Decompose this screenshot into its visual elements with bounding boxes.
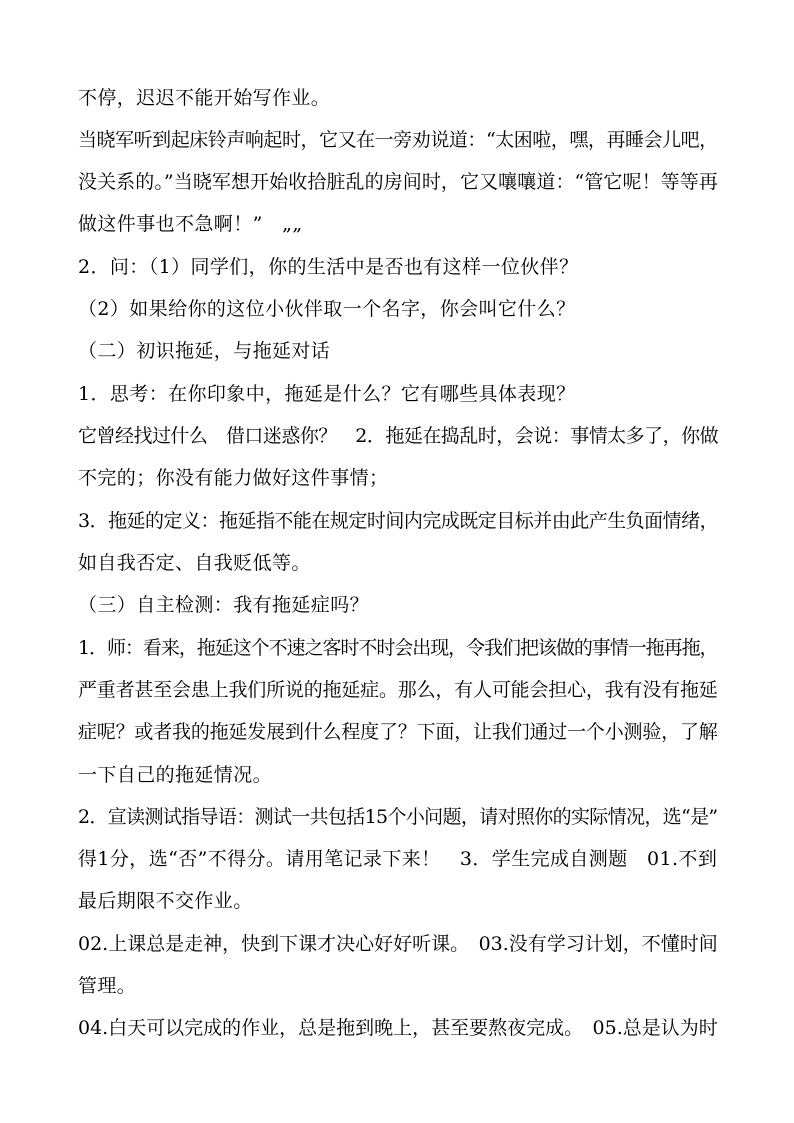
text-line: 最后期限不交作业。 [78, 890, 253, 912]
text-line: 当晓军听到起床铃声响起时，它又在一旁劝说道：“太困啦，嘿，再睡会儿吧， [78, 129, 718, 151]
text-line: 做这件事也不急啊！” „„ [78, 213, 303, 235]
text-line: 不完的；你没有能力做好这件事情； [78, 467, 389, 489]
section-heading: （二）初识拖延，与拖延对话 [78, 340, 331, 362]
text-line: 它曾经找过什么 借口迷惑你？ 2．拖延在捣乱时，会说：事情太多了，你做 [78, 425, 719, 447]
text-line: 2．问：（1）同学们，你的生活中是否也有这样一位伙伴？ [78, 256, 579, 278]
text-line: 症呢？或者我的拖延发展到什么程度了？下面，让我们通过一个小测验，了解 [78, 721, 718, 743]
text-line: 04.白天可以完成的作业，总是拖到晚上，甚至要熬夜完成。 05.总是认为时 [78, 1017, 718, 1039]
text-line: 1．师：看来，拖延这个不速之客时不时会出现，令我们把该做的事情一拖再拖， [78, 637, 718, 659]
text-line: （2）如果给你的这位小伙伴取一个名字，你会叫它什么？ [78, 298, 576, 320]
text-line: 2．宣读测试指导语：测试一共包括15个小问题，请对照你的实际情况，选“是” [78, 806, 718, 828]
text-line: 1．思考：在你印象中，拖延是什么？它有哪些具体表现？ [78, 383, 576, 405]
text-line: 管理。 [78, 975, 137, 997]
text-line: 一下自己的拖延情况。 [78, 764, 273, 786]
text-line: 不停，迟迟不能开始写作业。 [78, 87, 331, 109]
text-line: 得1分，选“否”不得分。请用笔记录下来！ 3．学生完成自测题 01.不到 [78, 848, 718, 870]
text-line: 没关系的。”当晓军想开始收拾脏乱的房间时，它又嚷嚷道：“管它呢！等等再 [78, 171, 718, 193]
section-heading: （三）自主检测：我有拖延症吗？ [78, 594, 370, 616]
text-line: 严重者甚至会患上我们所说的拖延症。那么，有人可能会担心，我有没有拖延 [78, 679, 718, 701]
text-line: 如自我否定、自我贬低等。 [78, 552, 311, 574]
text-line: 02.上课总是走神，快到下课才决心好好听课。 03.没有学习计划，不懂时间 [78, 933, 718, 955]
text-line: 3．拖延的定义：拖延指不能在规定时间内完成既定目标并由此产生负面情绪， [78, 510, 719, 532]
